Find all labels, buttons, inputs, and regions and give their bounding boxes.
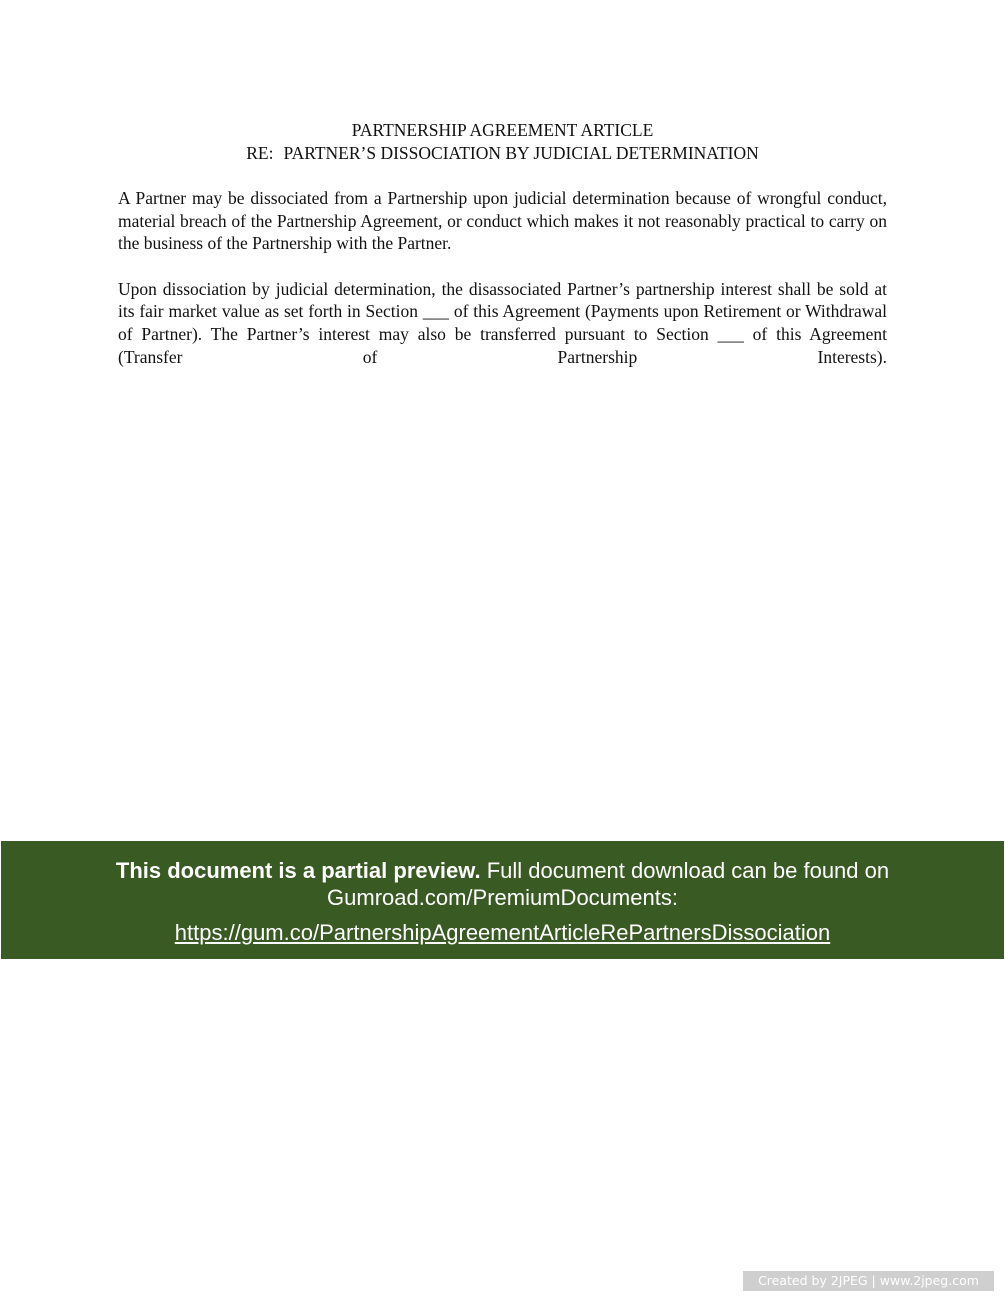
preview-bold-text: This document is a partial preview. [115, 858, 481, 883]
paragraph-2: Upon dissociation by judicial determination, the disassociated Partner’s partnership interest shall be sold at its fair market value as set forth in Section ___ of this Agreement (Payments upon Retirement or Withdrawal of Partner). The Partner’s interest may also be transferred pursuant to Section ___ of this Agreement (Transfer of Partnership Interests). [118, 278, 887, 367]
watermark-badge: Created by 2JPEG | www.2jpeg.com [743, 1271, 994, 1291]
document-title [0, 119, 1005, 165]
paragraph-1: A Partner may be dissociated from a Partnership upon judicial determination because of wrongful conduct, material breach of the Partnership Agreement, or conduct which makes it not reasonably practical to carry on the business of the Partnership with the Partner. [118, 188, 887, 254]
title-re-prefix: RE: [246, 143, 274, 163]
document-body [118, 187, 887, 391]
title-line-1: PARTNERSHIP AGREEMENT ARTICLE [351, 120, 654, 140]
preview-message [53, 857, 953, 911]
download-link[interactable]: https://gum.co/PartnershipAgreementArticleRePartnersDissociation [174, 920, 831, 945]
preview-text: Full document download can be found on Gumroad.com/PremiumDocuments: [327, 858, 890, 910]
title-re-text: PARTNER’S DISSOCIATION BY JUDICIAL DETERMINATION [283, 143, 759, 163]
preview-banner [1, 841, 1004, 959]
title-line-2 [0, 142, 1005, 165]
